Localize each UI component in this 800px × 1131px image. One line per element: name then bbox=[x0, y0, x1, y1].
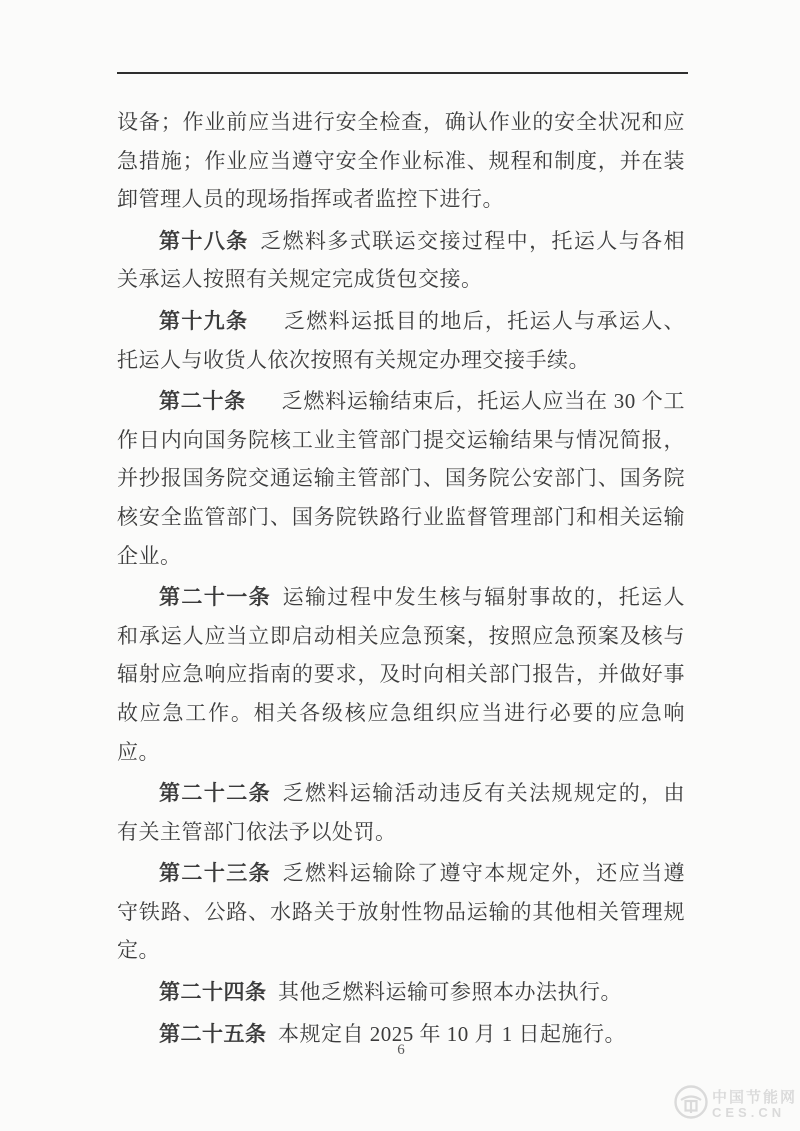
article-label: 第二十三条 bbox=[159, 861, 272, 886]
watermark-site-name: 中国节能网 bbox=[711, 1088, 797, 1106]
article-text: 运输过程中发生核与辐射事故的，托运人和承运人应当立即启动相关应急预案，按照应急预案及核与辐射应急响应指南的要求，及时向相关部门报告，并做好事故应急工作。相关各级核应急组织应当进行必要的应急响应。 bbox=[117, 585, 686, 764]
article-paragraph-20 bbox=[117, 382, 685, 575]
article-text: 设备；作业前应当进行安全检查，确认作业的安全状况和应急措施；作业应当遵守安全作业标准、规程和制度，并在装卸管理人员的现场指挥或者监控下进行。 bbox=[117, 110, 685, 212]
article-label: 第二十条 bbox=[159, 389, 246, 414]
article-text: 乏燃料运抵目的地后，托运人与承运人、托运人与收货人依次按照有关规定办理交接手续。 bbox=[117, 308, 686, 372]
watermark-text bbox=[712, 1090, 797, 1119]
article-label: 第二十一条 bbox=[159, 585, 272, 610]
article-label: 第二十二条 bbox=[159, 781, 272, 806]
article-label: 第二十五条 bbox=[159, 1021, 267, 1046]
article-text: 本规定自 2025 年 10 月 1 日起施行。 bbox=[278, 1021, 627, 1046]
watermark bbox=[673, 1084, 797, 1125]
article-text: 乏燃料运输活动违反有关法规规定的，由有关主管部门依法予以处罚。 bbox=[117, 781, 686, 844]
article-paragraph-23 bbox=[117, 854, 685, 970]
article-paragraph-24 bbox=[117, 973, 685, 1012]
article-paragraph-19 bbox=[117, 302, 685, 379]
document-body bbox=[117, 103, 685, 1056]
article-text: 乏燃料运输结束后，托运人应当在 30 个工作日内向国务院核工业主管部门提交运输结果与情况简报，并抄报国务院交通运输主管部门、国务院公安部门、国务院核安全监管部门、国务院铁路行业监督管理部门和相关运输企业。 bbox=[117, 389, 686, 568]
paragraph-continuation bbox=[117, 103, 685, 219]
watermark-site-domain: CES.CN bbox=[711, 1104, 786, 1120]
article-paragraph-22 bbox=[117, 774, 685, 851]
article-paragraph-21 bbox=[117, 578, 685, 771]
article-label: 第十九条 bbox=[159, 308, 249, 333]
header-rule bbox=[117, 72, 688, 74]
article-label: 第十八条 bbox=[159, 228, 249, 253]
ces-logo-icon bbox=[673, 1084, 709, 1125]
article-text: 其他乏燃料运输可参照本办法执行。 bbox=[278, 980, 623, 1005]
article-label: 第二十四条 bbox=[159, 980, 267, 1005]
article-text: 乏燃料多式联运交接过程中，托运人与各相关承运人按照有关规定完成货包交接。 bbox=[117, 228, 686, 292]
article-text: 乏燃料运输除了遵守本规定外，还应当遵守铁路、公路、水路关于放射性物品运输的其他相关管理规定。 bbox=[117, 861, 686, 963]
article-paragraph-18 bbox=[117, 222, 685, 299]
page-number: 6 bbox=[397, 1042, 405, 1058]
